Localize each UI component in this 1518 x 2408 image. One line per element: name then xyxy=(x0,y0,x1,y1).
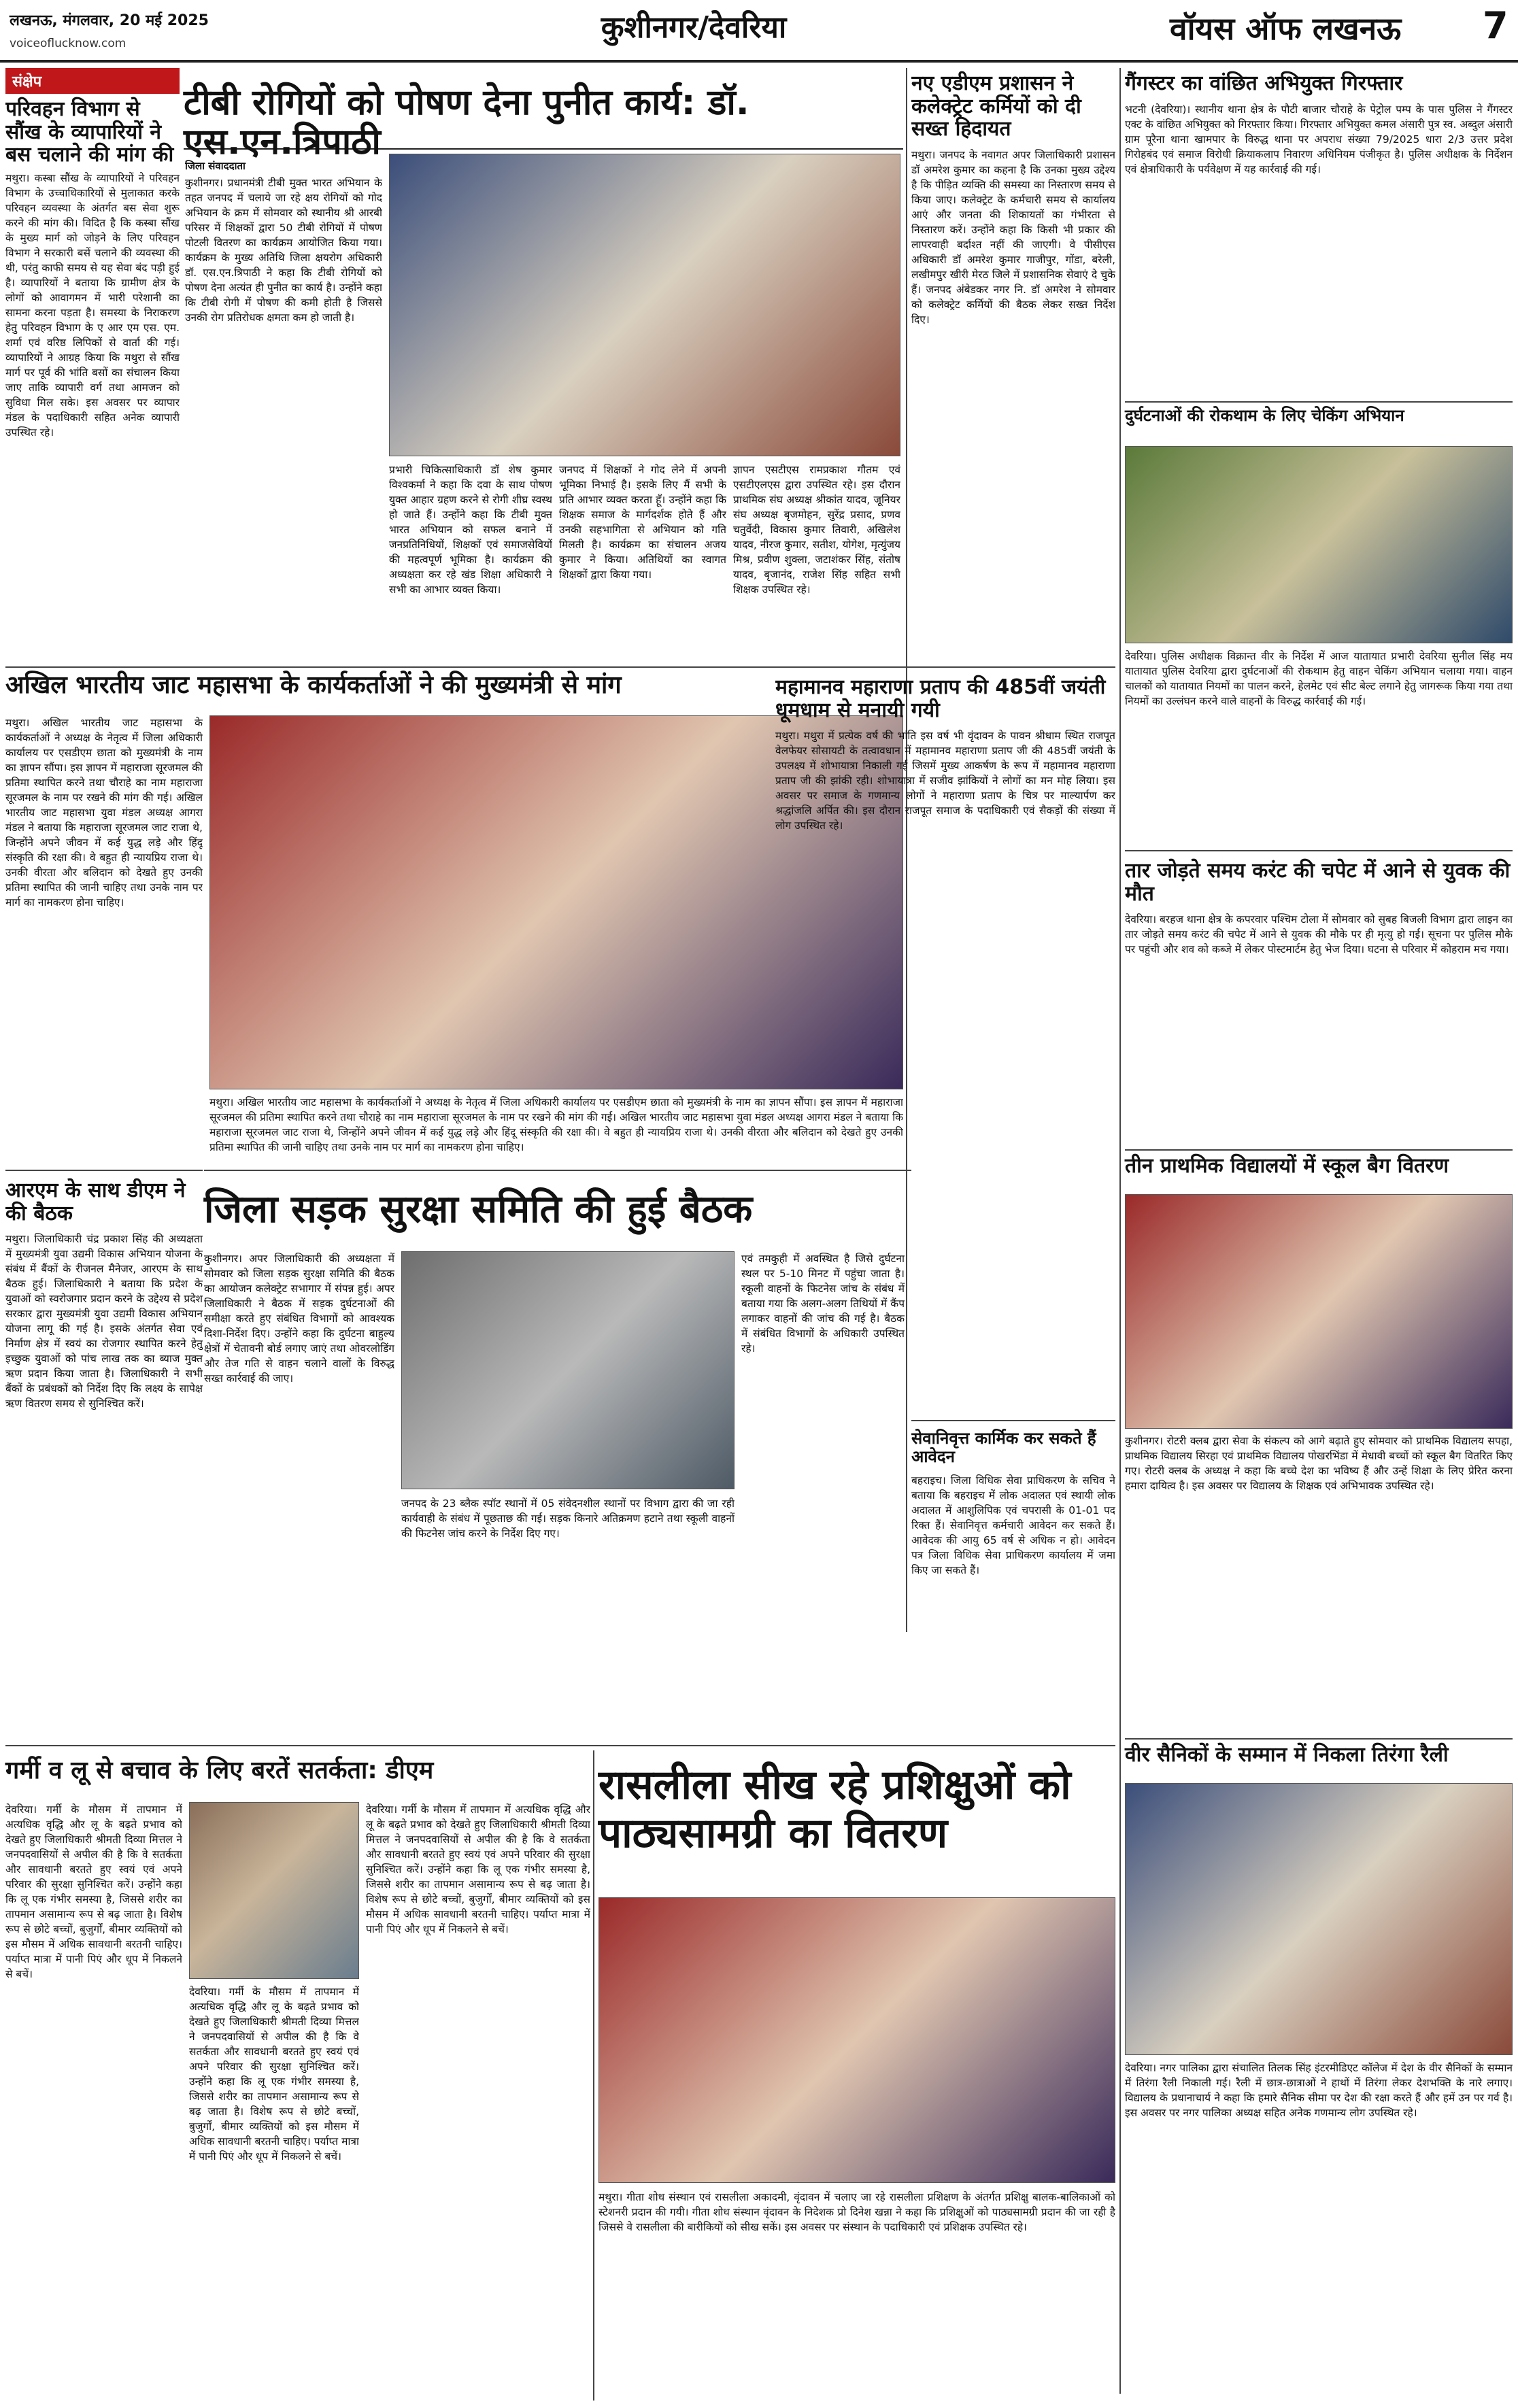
divider xyxy=(1125,1149,1513,1151)
road-col-3 xyxy=(741,1251,905,1740)
adm-text: मथुरा। जनपद के नवागत अपर जिलाधिकारी प्रशासन डॉ अमरेश कुमार का कहना है कि उनका मुख्य उद्देश्य है कि पीड़ित व्यक्ति की समस्या का निस्तारण समय से किया जाए। कलेक्ट्रेट के कर्मचारी समय से कार्यालय आएं और जनता की शिकायतों का गंभीरता से निस्तारण करें। उन्होंने कहा कि किसी भी प्रकार की लापरवाही बर्दाश्त नहीं की जाएगी। वे पीसीएस अधिकारी डॉ अमरेश कुमार गाजीपुर, गोंडा, बरेली, लखीमपुर खीरी मेरठ जिले में प्रशासनिक सेवाएं दे चुके हैं। जनपद अंबेडकर नगर नि. डॉ अमरेश ने सोमवार को कलेक्ट्रेट कर्मियों की बैठक लेकर सख्त निर्देश दिए। xyxy=(911,148,1115,326)
rm-dm-article xyxy=(5,1175,203,1740)
current-text: देवरिया। बरहज थाना क्षेत्र के कपरवार पश्चिम टोला में सोमवार को सुबह बिजली विभाग द्वारा लाइन का तार जोड़ते समय करंट की चपेट में आने से युवक की मौके पर ही मृत्यु हो गई। सूचना पर पुलिस मौके पर पहुंची और शव को कब्जे में लेकर पोस्टमार्टम हेतु भेज दिया। घटना से परिवार में कोहराम मच गया। xyxy=(1125,913,1513,956)
rm-dm-text: मथुरा। जिलाधिकारी चंद्र प्रकाश सिंह की अध्यक्षता में मुख्यमंत्री युवा उद्यमी विकास अभियान योजना के संबंध में बैंकों के रीजनल मैनेजर, आरएम के साथ बैठक हुई। जिलाधिकारी ने बताया कि प्रदेश के युवाओं को स्वरोजगार प्रदान करने के उद्देश्य से प्रदेश सरकार द्वारा मुख्यमंत्री युवा उद्यमी विकास अभियान योजना लागू की गई है। इसके अंतर्गत सेवा एवं निर्माण क्षेत्र में स्वयं का रोजगार स्थापित करने हेतु इच्छुक युवाओं को पांच लाख तक का ब्याज मुक्त ऋण प्रदान किया जाता है। जिलाधिकारी ने सभी बैंकों के प्रबंधकों को निर्देश दिए कि लक्ष्य के सापेक्ष ऋण वितरण समय से सुनिश्चित करें। xyxy=(5,1233,203,1410)
headline-schoolbag: तीन प्राथमिक विद्यालयों में स्कूल बैग वितरण xyxy=(1125,1154,1449,1178)
divider xyxy=(1125,401,1513,403)
sevanivrutt-text: बहराइच। जिला विधिक सेवा प्राधिकरण के सचिव ने बताया कि बहराइच में लोक अदालत एवं स्थायी लोक अदालत में आशुलिपिक एवं चपरासी के 01-01 पद रिक्त हैं। सेवानिवृत्त कर्मचारी आवेदन कर सकते हैं। आवेदक की आयु 65 वर्ष से अधिक न हो। आवेदन पत्र जिला विधिक सेवा प्राधिकरण कार्यालय में जमा किए जा सकते हैं। xyxy=(911,1474,1115,1576)
tiranga-photo xyxy=(1125,1783,1513,2055)
newspaper-brand: वॉयस ऑफ लखनऊ xyxy=(1170,10,1402,47)
jat-text-cont: मथुरा। अखिल भारतीय जाट महासभा के कार्यकर्ताओं ने अध्यक्ष के नेतृत्व में जिला अधिकारी कार्यालय पर एसडीएम छाता को मुख्यमंत्री के नाम का ज्ञापन सौंपा। इस ज्ञापन में महाराजा सूरजमल की प्रतिमा स्थापित करने तथा चौराहे का नाम महाराजा सूरजमल के नाम पर रखने की मांग की गई। अखिल भारतीय जाट महासभा युवा मंडल अध्यक्ष आगरा मंडल ने बताया कि महाराजा सूरजमल जाट राजा थे, जिन्होंने अपने जीवन में कई युद्ध लड़े और हिंदू संस्कृति की रक्षा की। वे बहुत ही न्यायप्रिय राजा थे। उनकी वीरता और बलिदान को देखते हुए उनकी प्रतिमा स्थापित की जानी चाहिए तथा उनके नाम पर मार्ग का नामकरण होना चाहिए। xyxy=(209,1096,903,1153)
tb-text-2: प्रभारी चिकित्साधिकारी डॉ शेष कुमार विश्वकर्मा ने कहा कि दवा के साथ पोषण युक्त आहार ग्रहण करने से रोगी शीघ्र स्वस्थ हो जाते हैं। उन्होंने कहा कि टीबी मुक्त भारत अभियान को सफल बनाने में जनप्रतिनिधियों, शिक्षकों एवं समाजसेवियों की महत्वपूर्ण भूमिका है। कार्यक्रम की अध्यक्षता कर रहे खंड शिक्षा अधिकारी ने सभी का आभार व्यक्त किया। xyxy=(389,464,552,596)
rasleela-text: मथुरा। गीता शोध संस्थान एवं रासलीला अकादमी, वृंदावन में चलाए जा रहे रासलीला प्रशिक्षण के अंतर्गत प्रशिक्षु बालक-बालिकाओं को स्टेशनरी प्रदान की गयी। गीता शोध संस्थान वृंदावन के निदेशक प्रो दिनेश खन्ना ने कहा कि प्रशिक्षुओं को पाठ्यसामग्री प्रदान की जा रही है जिससे वे रासलीला की बारीकियों को सीख सकें। इस अवसर पर संस्थान के पदाधिकारी एवं प्रशिक्षक उपस्थित रहे। xyxy=(598,2191,1115,2233)
headline-checking: दुर्घटनाओं की रोकथाम के लिए चेकिंग अभियान xyxy=(1125,406,1404,425)
tiranga-text: देवरिया। नगर पालिका द्वारा संचालित तिलक सिंह इंटरमीडिएट कॉलेज में देश के वीर सैनिकों के सम्मान में तिरंगा रैली निकाली गई। रैली में छात्र-छात्राओं ने हाथों में तिरंगा लेकर देशभक्ति के नारे लगाए। विद्यालय के प्रधानाचार्य ने कहा कि हमारे सैनिक सीमा पर देश की रक्षा करते हैं और हमें उन पर गर्व है। इस अवसर पर नगर पालिका अध्यक्ष सहित अनेक गणमान्य लोग उपस्थित रहे। xyxy=(1125,2062,1513,2119)
checking-header xyxy=(1125,407,1513,441)
jat-text: मथुरा। अखिल भारतीय जाट महासभा के कार्यकर्ताओं ने अध्यक्ष के नेतृत्व में जिला अधिकारी कार्यालय पर एसडीएम छाता को मुख्यमंत्री के नाम का ज्ञापन सौंपा। इस ज्ञापन में महाराजा सूरजमल की प्रतिमा स्थापित करने तथा चौराहे का नाम महाराजा सूरजमल के नाम पर रखने की मांग की गई। अखिल भारतीय जाट महासभा युवा मंडल अध्यक्ष आगरा मंडल ने बताया कि महाराजा सूरजमल जाट राजा थे, जिन्होंने अपने जीवन में कई युद्ध लड़े और हिंदू संस्कृति की रक्षा की। वे बहुत ही न्यायप्रिय राजा थे। उनकी वीरता और बलिदान को देखते हुए उनकी प्रतिमा स्थापित की जानी चाहिए तथा उनके नाम पर मार्ग का नामकरण होना चाहिए। xyxy=(5,717,203,909)
checking-photo xyxy=(1125,446,1513,643)
divider xyxy=(775,666,1115,668)
tb-col-3 xyxy=(559,462,726,663)
headline-sevanivrutt: सेवानिवृत्त कार्मिक कर सकते हैं आवेदन xyxy=(911,1429,1096,1466)
divider xyxy=(1119,68,1121,2394)
headline-heat: गर्मी व लू से बचाव के लिए बरतें सतर्कता: डीएम xyxy=(5,1757,434,1784)
divider xyxy=(5,1170,203,1171)
headline-tiranga: वीर सैनिकों के सम्मान में निकला तिरंगा रैली xyxy=(1125,1743,1449,1767)
headline-saunkh: परिवहन विभाग से सौंख के व्यापारियों ने बस चलाने की मांग की xyxy=(5,97,174,167)
road-text-2: जनपद के 23 ब्लैक स्पॉट स्थानों में 05 संवेदनशील स्थानों पर विभाग द्वारा की जा रही कार्यवाही के संबंध में पूछताछ की गई। सड़क किनारे अतिक्रमण हटाने तथा स्कूली वाहनों की फिटनेस जांच करने के निर्देश दिए गए। xyxy=(401,1497,735,1540)
road-text-1: कुशीनगर। अपर जिलाधिकारी की अध्यक्षता में सोमवार को जिला सड़क सुरक्षा समिति की बैठक का आयोजन कलेक्ट्रेट सभागार में संपन्न हुई। अपर जिलाधिकारी ने बैठक में सड़क दुर्घटनाओं की समीक्षा करते हुए संबंधित विभागों को आवश्यक दिशा-निर्देश दिए। उन्होंने कहा कि दुर्घटना बाहुल्य क्षेत्रों में चेतावनी बोर्ड लगाए जाएं तथा ओवरलोडिंग और तेज गति से वाहन चलाने वालों के विरुद्ध सख्त कार्रवाई की जाए। xyxy=(204,1253,394,1385)
heat-text-2: देवरिया। गर्मी के मौसम में तापमान में अत्यधिक वृद्धि और लू के बढ़ते प्रभाव को देखते हुए जिलाधिकारी श्रीमती दिव्या मित्तल ने जनपदवासियों से अपील की है कि वे सतर्कता और सावधानी बरतते हुए स्वयं एवं अपने परिवार की सुरक्षा सुनिश्चित करें। उन्होंने कहा कि लू एक गंभीर समस्या है, जिससे शरीर का तापमान असामान्य रूप से बढ़ जाता है। विशेष रूप से छोटे बच्चों, बुजुर्गों, बीमार व्यक्तियों को इस मौसम में अधिक सावधानी बरतनी चाहिए। पर्याप्त मात्रा में पानी पिएं और धूप में निकलने से बचें। xyxy=(189,1986,359,2163)
schoolbag-text-block xyxy=(1125,1434,1513,1731)
heat-text: देवरिया। गर्मी के मौसम में तापमान में अत्यधिक वृद्धि और लू के बढ़ते प्रभाव को देखते हुए जिलाधिकारी श्रीमती दिव्या मित्तल ने जनपदवासियों से अपील की है कि वे सतर्कता और सावधानी बरतते हुए स्वयं एवं अपने परिवार की सुरक्षा सुनिश्चित करें। उन्होंने कहा कि लू एक गंभीर समस्या है, जिससे शरीर का तापमान असामान्य रूप से बढ़ जाता है। विशेष रूप से छोटे बच्चों, बुजुर्गों, बीमार व्यक्तियों को इस मौसम में अधिक सावधानी बरतनी चाहिए। पर्याप्त मात्रा में पानी पिएं और धूप में निकलने से बचें। xyxy=(5,1803,182,1980)
divider xyxy=(5,666,906,668)
tb-text-4: ज्ञापन एसटीएस रामप्रकाश गौतम एवं एसटीएलएस द्वारा उपस्थित रहे। इस दौरान प्राथमिक संघ अध्यक्ष श्रीकांत यादव, जूनियर संघ अध्यक्ष बृजमोहन, सुरेंद्र प्रसाद, प्रणव चतुर्वेदी, विकास कुमार तिवारी, अखिलेश यादव, नीरज कुमार, सतीश, योगेश, मृत्युंजय मिश्र, प्रवीण शुक्ला, जटाशंकर सिंह, संतोष यादव, बृजानंद, राजेश सिंह सहित सभी शिक्षक उपस्थित रहे। xyxy=(733,464,900,596)
tiranga-text-block xyxy=(1125,2061,1513,2401)
headline-jat: अखिल भारतीय जाट महासभा के कार्यकर्ताओं ने की मुख्यमंत्री से मांग xyxy=(5,671,622,699)
divider xyxy=(5,1745,1115,1746)
tb-col-2 xyxy=(389,462,552,663)
headline-road-safety: जिला सड़क सुरक्षा समिति की हुई बैठक xyxy=(204,1187,753,1232)
road-col-2 xyxy=(401,1496,735,1740)
schoolbag-text: कुशीनगर। रोटरी क्लब द्वारा सेवा के संकल्प को आगे बढ़ाते हुए सोमवार को प्राथमिक विद्यालय सपहा, प्राथमिक विद्यालय सिरहा एवं प्राथमिक विद्यालय पोखरभिंडा में मेधावी बच्चों को स्कूल बैग वितरित किए गए। रोटरी क्लब के अध्यक्ष ने कहा कि बच्चे देश का भविष्य हैं और उन्हें शिक्षा के लिए प्रेरित करना हमारा दायित्व है। इस अवसर पर विद्यालय के शिक्षक एवं अभिभावक उपस्थित रहे। xyxy=(1125,1435,1513,1492)
top-story-header xyxy=(184,68,903,163)
brief-label: संक्षेप xyxy=(5,68,180,94)
tb-col-1 xyxy=(185,156,382,663)
tb-col-4 xyxy=(733,462,900,663)
heat-col-1 xyxy=(5,1802,182,2401)
tb-text-1: कुशीनगर। प्रधानमंत्री टीबी मुक्त भारत अभियान के तहत जनपद में चलाये जा रहे क्षय रोगियों को गोद अभियान के क्रम में सोमवार को स्थानीय श्री आरबी परिसर में शिक्षकों द्वारा 50 टीबी रोगियों में पोषण पोटली वितरण का कार्यक्रम आयोजित किया गया। कार्यक्रम के मुख्य अतिथि जिला क्षयरोग अधिकारी डॉ. एस.एन.त्रिपाठी ने कहा कि टीबी रोगियों को पोषण देना अत्यंत ही पुनीत का कार्य है। उन्होंने कहा कि टीबी रोगी में पोषण की कमी होती है जिससे उनकी रोग प्रतिरोधक क्षमता कम हो जाती है। xyxy=(185,177,382,324)
headline-rm-dm: आरएम के साथ डीएम ने की बैठक xyxy=(5,1178,186,1225)
divider xyxy=(204,1170,911,1171)
headline-gangster: गैंगस्टर का वांछित अभियुक्त गिरफ्तार xyxy=(1125,71,1403,95)
rasleela-photo xyxy=(598,1897,1115,2183)
tiranga-header xyxy=(1125,1744,1513,1778)
headline-pratap: महामानव महाराणा प्रताप की 485वीं जयंती धूमधाम से मनायी गयी xyxy=(775,675,1106,722)
heat-header xyxy=(5,1750,590,1798)
current-article xyxy=(1125,855,1513,1141)
jat-header xyxy=(5,672,906,713)
section-title: कुशीनगर/देवरिया xyxy=(601,10,787,45)
schoolbag-photo xyxy=(1125,1194,1513,1429)
sevanivrutt-article xyxy=(911,1425,1115,1738)
headline-adm: नए एडीएम प्रशासन ने कलेक्ट्रेट कर्मियों को दी सख्त हिदायत xyxy=(911,71,1081,141)
road-safety-header xyxy=(204,1176,911,1244)
tb-text-3: जनपद में शिक्षकों ने गोद लेने में अपनी भूमिका निभाई है। इसके लिए मैं सभी के प्रति आभार व्यक्त करता हूँ। उन्होंने कहा कि शिक्षक समाज के मार्गदर्शक होते हैं और उनकी सहभागिता से अभियान को गति मिलती है। कार्यक्रम का संचालन अजय कुमार ने किया। अतिथियों का स्वागत शिक्षकों द्वारा किया गया। xyxy=(559,464,726,581)
road-photo xyxy=(401,1251,735,1489)
headline-current: तार जोड़ते समय करंट की चपेट में आने से युवक की मौत xyxy=(1125,859,1511,906)
road-col-1 xyxy=(204,1251,394,1740)
masthead-website[interactable]: voiceoflucknow.com xyxy=(10,37,126,50)
checking-text-block xyxy=(1125,649,1513,846)
article-saunkh: मथुरा। कस्बा सौंख के व्यापारियों ने परिवहन विभाग के उच्चाधिकारियों से मुलाकात करके परिवहन व्यवस्था के अंतर्गत बस सेवा शुरू करने की मांग की। विदित है कि कस्बा सौंख के मुख्य मार्ग को जोड़ने के लिए परिवहन विभाग ने सरकारी बसें चलाने की व्यवस्था की थी, परंतु काफी समय से यह सेवा बंद पड़ी हुई है। व्यापारियों ने बताया कि ग्रामीण क्षेत्र के लोगों को आवागमन में भारी परेशानी का सामना करना पड़ता है। समस्या के निराकरण हेतु परिवहन विभाग के ए आर एम एस. एम. शर्मा एवं वरिष्ठ लिपिकों से वार्ता की गई। व्यापारियों ने आग्रह किया कि मथुरा से सौंख मार्ग पर पूर्व की भांति बसों का संचालन किया जाए ताकि व्यापारी वर्ग तथा आमजन को सुविधा मिल सके। इस अवसर पर व्यापार मंडल के पदाधिकारी सहित अनेक व्यापारी उपस्थित रहे। xyxy=(5,171,180,439)
checking-text: देवरिया। पुलिस अधीक्षक विक्रान्त वीर के निर्देश में आज यातायात प्रभारी देवरिया सुनील सिंह मय यातायात पुलिस देवरिया द्वारा दुर्घटनाओं की रोकथाम हेतु वाहन चेकिंग अभियान चलाया गया। वाहन चालकों को यातायात नियमों का पालन करने, हेलमेट एवं सीट बेल्ट लगाने हेतु जागरूक किया गया तथा नियमों का उल्लंघन करने वाले वाहनों के विरुद्ध कार्रवाई की गई। xyxy=(1125,650,1513,707)
dm-portrait xyxy=(189,1802,359,1979)
divider xyxy=(593,1750,594,2401)
divider xyxy=(1125,1738,1513,1740)
headline-rasleela: रासलीला सीख रहे प्रशिक्षुओं को पाठ्यसामग्री का वितरण xyxy=(598,1761,1071,1857)
heat-col-3 xyxy=(366,1802,590,2401)
road-text-3: एवं तमकुही में अवस्थित है जिसे दुर्घटना स्थल पर 5-10 मिनट में पहुंचा जाता है। स्कूली वाहनों के फिटनेस जांच के संबंध में बताया गया कि अलग-अलग तिथियों में कैंप लगाकर वाहनों की जांच की गई है। बैठक में संबंधित विभागों के अधिकारी उपस्थित रहे। xyxy=(741,1253,905,1355)
divider xyxy=(911,1420,1115,1421)
rasleela-text-block xyxy=(598,2190,1115,2401)
divider xyxy=(1125,850,1513,851)
headline-tb: टीबी रोगियों को पोषण देना पुनीत कार्य: डॉ. एस.एन.त्रिपाठी xyxy=(184,82,749,163)
heat-col-2 xyxy=(189,1984,359,2401)
jat-col-1 xyxy=(5,715,203,1164)
rasleela-header xyxy=(598,1754,1115,1890)
adm-article xyxy=(911,68,1115,666)
pratap-text: मथुरा। मथुरा में प्रत्येक वर्ष की भांति इस वर्ष भी वृंदावन के पावन श्रीधाम स्थित राजपूत वेलफेयर सोसायटी के तत्वावधान में महामानव महाराणा प्रताप जी की 485वीं जयंती के उपलक्ष्य में शोभायात्रा निकाली गई जिसमें मुख्य आकर्षण के रूप में महामानव महाराणा प्रताप जी की झांकी रही। शोभायात्रा में सजीव झांकियों ने लोगों का मन मोह लिया। इस अवसर पर समाज के गणमान्य लोगों ने महाराणा प्रताप के चित्र पर माल्यार्पण कर श्रद्धांजलि अर्पित की। इस दौरान राजपूत समाज के पदाधिकारी एवं सैकड़ों की संख्या में लोग उपस्थित रहे। xyxy=(775,730,1115,832)
masthead-date: लखनऊ, मंगलवार, 20 मई 2025 xyxy=(10,12,209,29)
schoolbag-header xyxy=(1125,1155,1513,1189)
gangster-text: भटनी (देवरिया)। स्थानीय थाना क्षेत्र के पौटी बाजार चौराहे के पेट्रोल पम्प के पास पुलिस ने गैंगस्टर एक्ट के वांछित अभियुक्त को गिरफ्तार किया। गिरफ्तार अभियुक्त कमल अंसारी पुत्र स्व. अब्दुल अंसारी ग्राम पूरैना थाना खामपार के विरुद्ध थाना पर अपराध संख्या 79/2025 धारा 2/3 उत्तर प्रदेश गिरोहबंद एवं समाज विरोधी क्रियाकलाप निवारण अधिनियम पंजीकृत है। पुलिस अधीक्षक के निर्देशन एवं क्षेत्राधिकारी के पर्यवेक्षण में यह कार्रवाई की गई। xyxy=(1125,103,1513,175)
gangster-article xyxy=(1125,68,1513,394)
page-number: 7 xyxy=(1483,4,1508,47)
byline: जिला संवाददाता xyxy=(185,160,246,172)
tb-photo xyxy=(389,154,900,456)
heat-text-3: देवरिया। गर्मी के मौसम में तापमान में अत्यधिक वृद्धि और लू के बढ़ते प्रभाव को देखते हुए जिलाधिकारी श्रीमती दिव्या मित्तल ने जनपदवासियों से अपील की है कि वे सतर्कता और सावधानी बरतते हुए स्वयं एवं अपने परिवार की सुरक्षा सुनिश्चित करें। उन्होंने कहा कि लू एक गंभीर समस्या है, जिससे शरीर का तापमान असामान्य रूप से बढ़ जाता है। विशेष रूप से छोटे बच्चों, बुजुर्गों, बीमार व्यक्तियों को इस मौसम में अधिक सावधानी बरतनी चाहिए। पर्याप्त मात्रा में पानी पिएं और धूप में निकलने से बचें। xyxy=(366,1803,590,1935)
